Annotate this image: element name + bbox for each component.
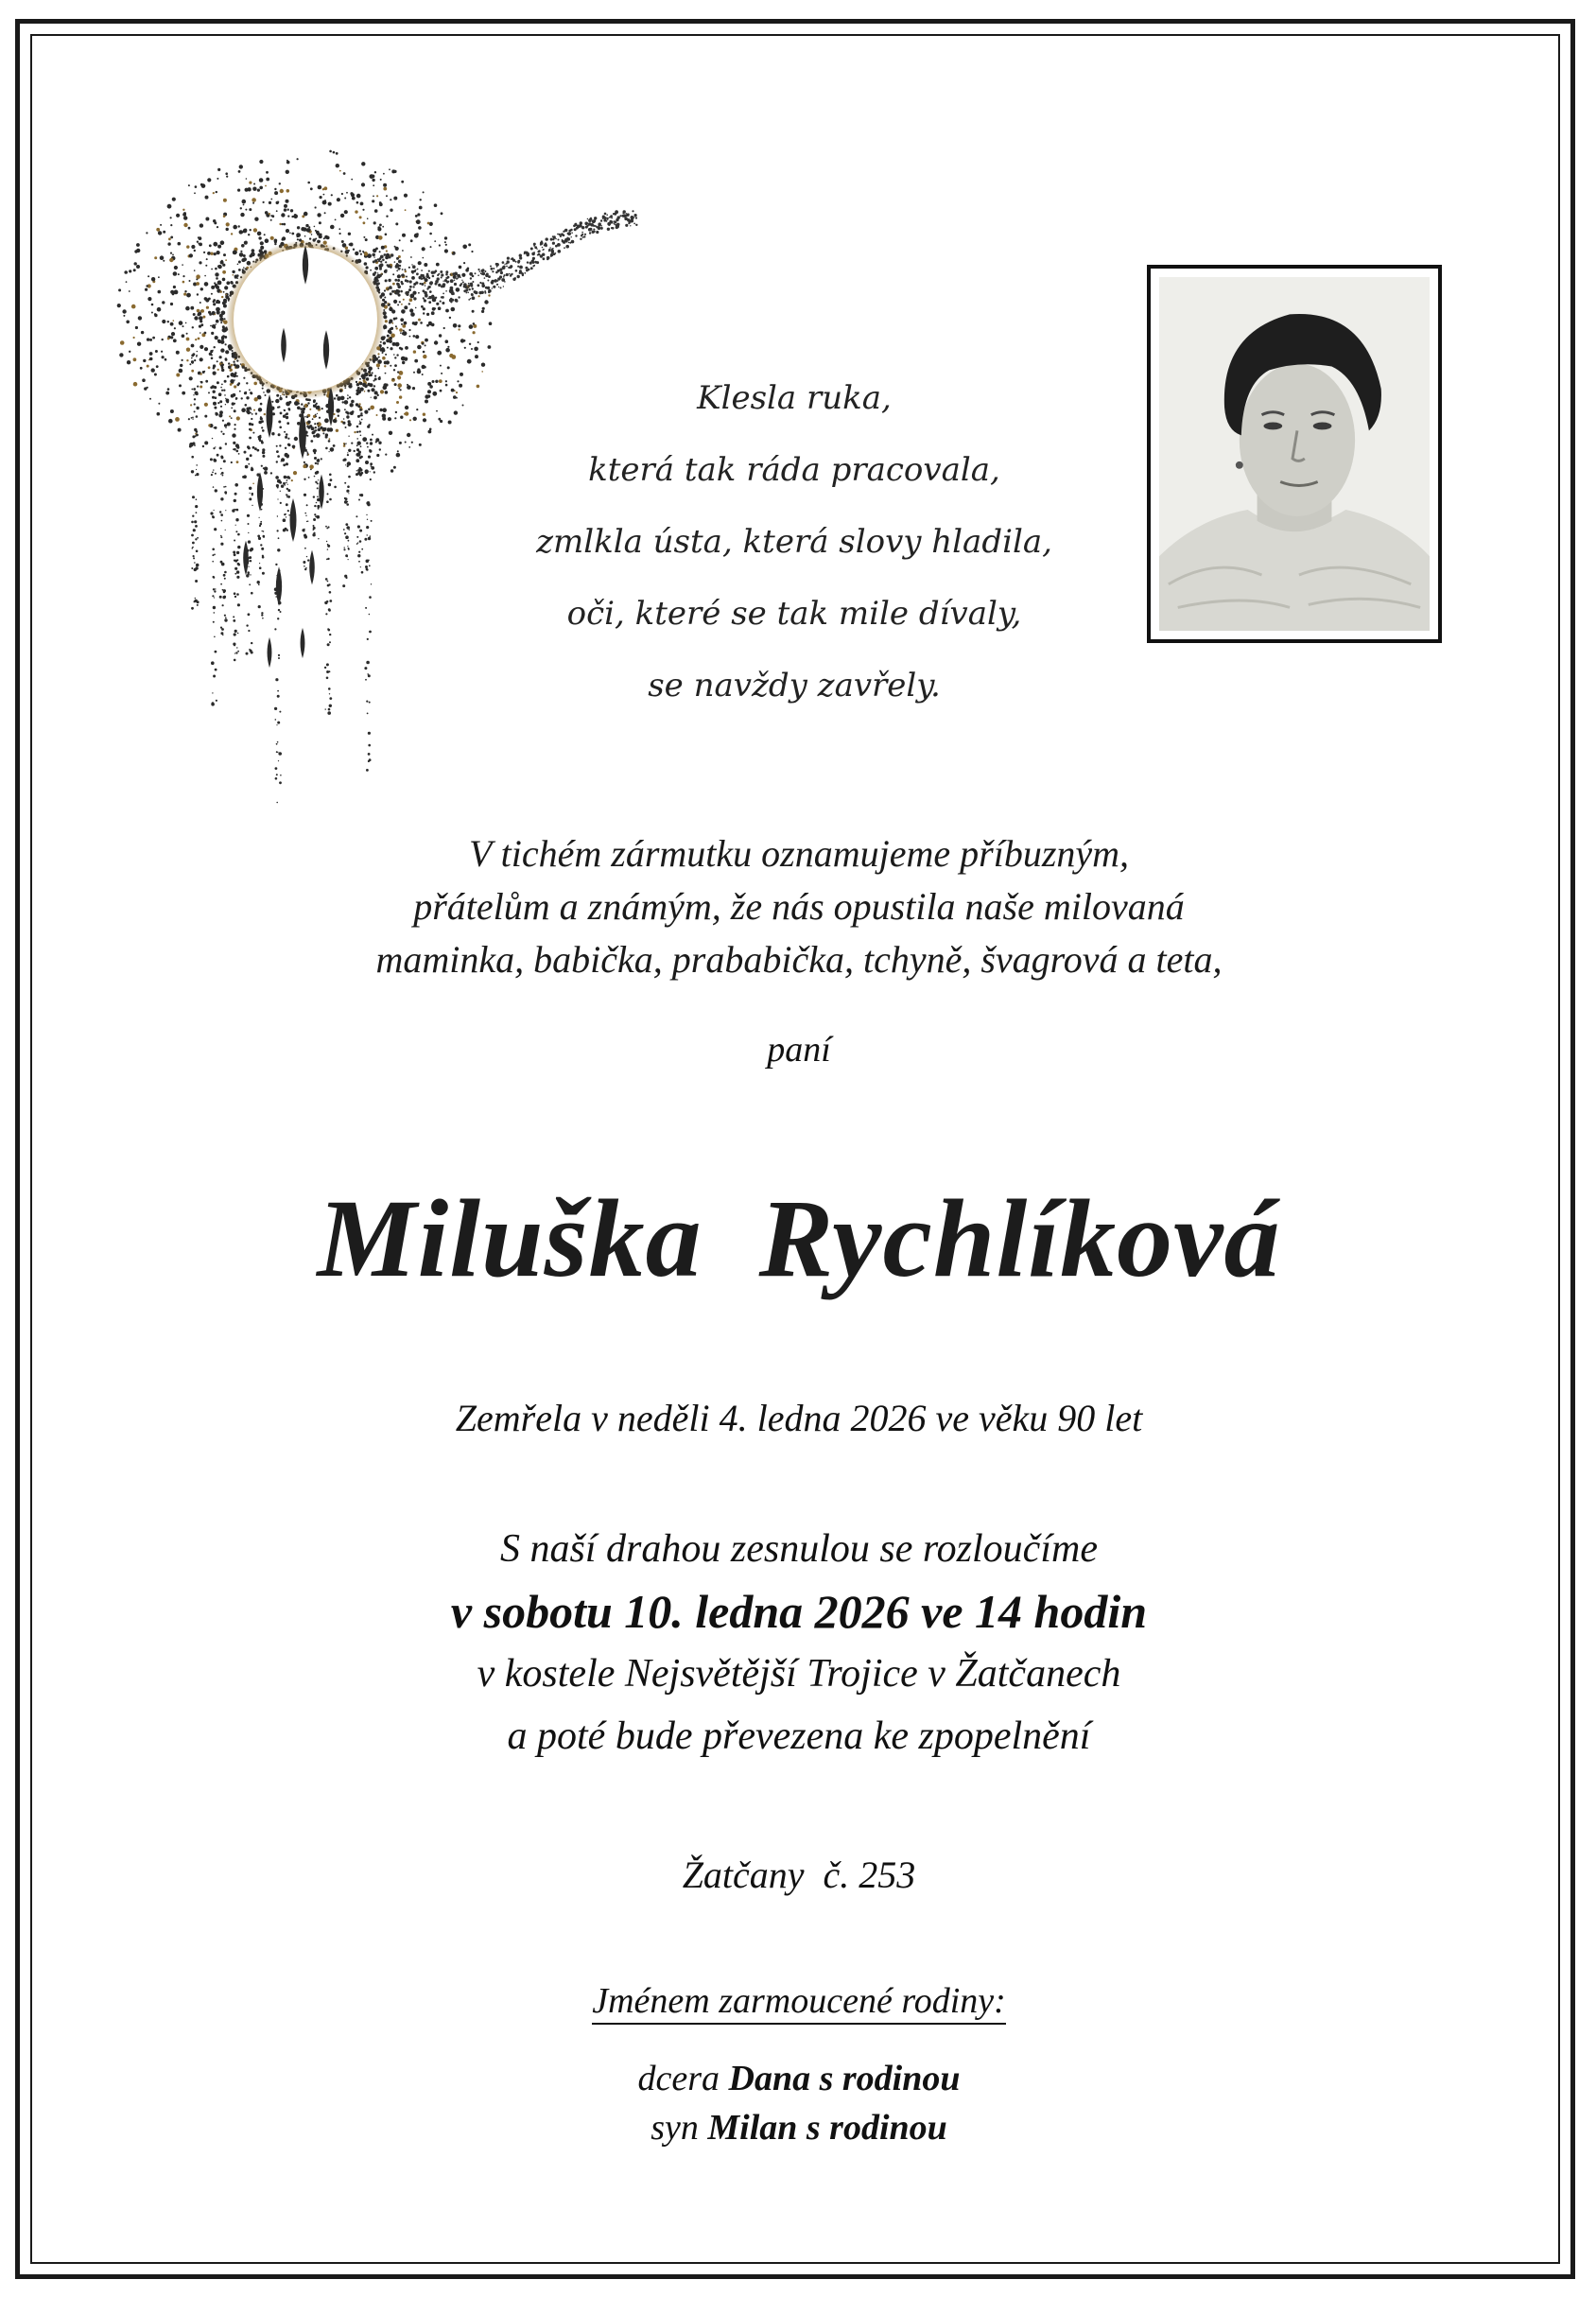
deceased-first-name: Miluška [317, 1176, 703, 1300]
poem-line: která tak ráda pracovala, [588, 451, 1000, 489]
ceremony-place: v kostele Nejsvětější Trojice v Žatčanech [477, 1652, 1121, 1696]
ceremony-line: a poté bude převezena ke zpopelnění [507, 1714, 1091, 1758]
title-pani: paní [767, 1030, 831, 1070]
announcement-line: maminka, babička, prababička, tchyně, švagrová a teta, [375, 938, 1223, 981]
signature-heading-text: Jménem zarmoucené rodiny: [592, 1981, 1006, 2025]
signer-name: Dana s rodinou [728, 2059, 961, 2098]
signer-prefix: dcera [637, 2059, 720, 2098]
poem-line: Klesla ruka, [697, 379, 892, 417]
signer [123, 2054, 1475, 2103]
signature-heading [123, 1976, 1475, 2026]
death-info: Zemřela v neděli 4. ledna 2026 ve věku 90 let [455, 1397, 1143, 1439]
ceremony-info [123, 1518, 1475, 1767]
deceased-last-name: Rychlíková [758, 1176, 1281, 1300]
poem-line: se navždy zavřely. [648, 667, 941, 705]
ceremony-date: v sobotu 10. ledna 2026 ve 14 hodin [450, 1585, 1148, 1638]
signer-name: Milan s rodinou [707, 2108, 947, 2148]
announcement-line: V tichém zármutku oznamujeme příbuzným, [468, 832, 1130, 875]
announcement-line: přátelům a známým, že nás opustila naše milovaná [413, 885, 1185, 928]
poem-line: oči, které se tak mile dívaly, [566, 595, 1022, 633]
ceremony-line: S naší drahou zesnulou se rozloučíme [500, 1527, 1098, 1571]
address: Žatčany č. 253 [682, 1853, 916, 1896]
deceased-name [95, 1168, 1503, 1310]
announcement [123, 827, 1475, 986]
poem [397, 362, 1191, 722]
signers [123, 2054, 1475, 2152]
signer-prefix: syn [651, 2108, 699, 2148]
signer [123, 2103, 1475, 2152]
poem-line: zmlkla ústa, která slovy hladila, [536, 523, 1052, 561]
